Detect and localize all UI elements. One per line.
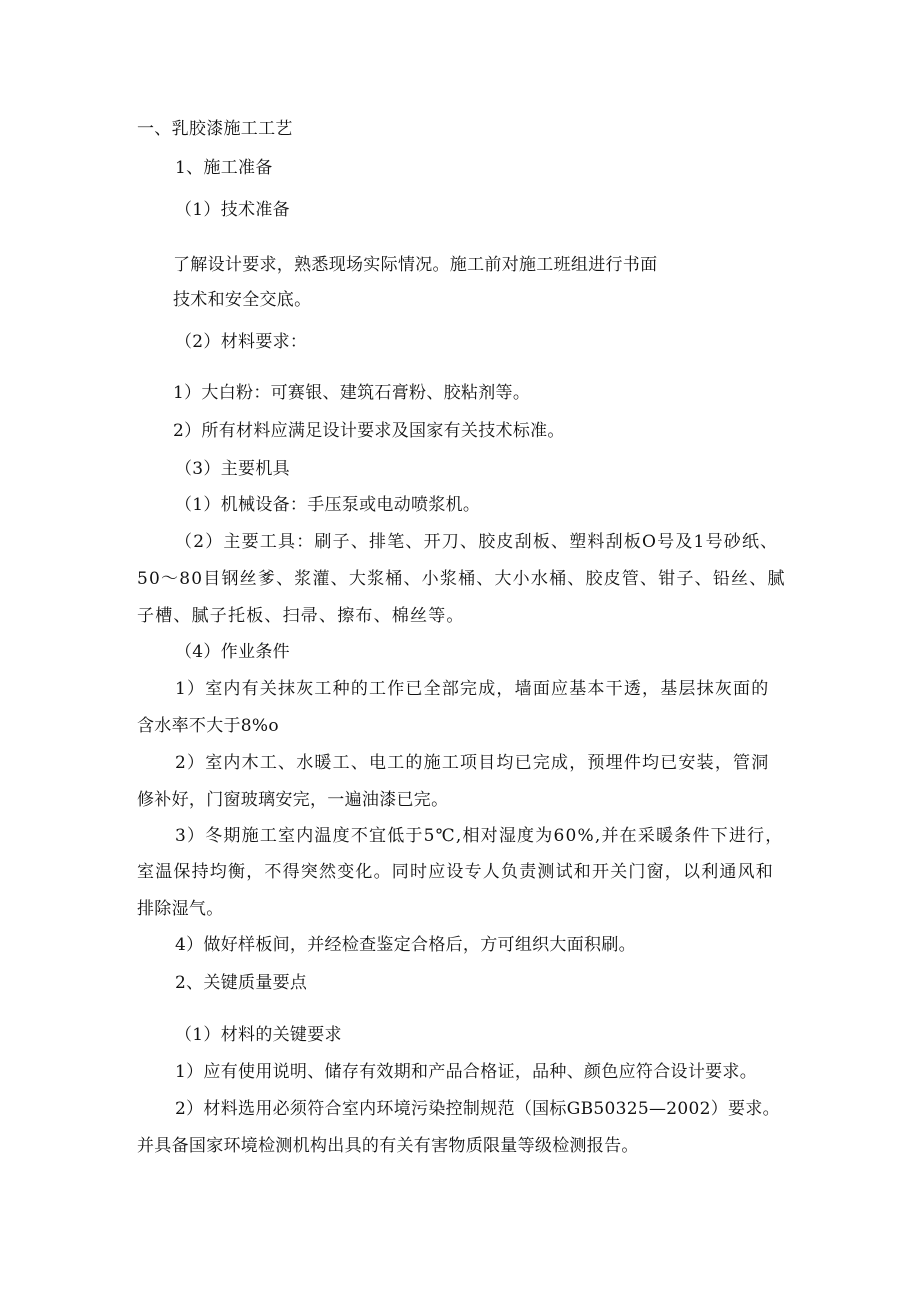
paragraph-line: 排除湿气。	[137, 899, 224, 919]
section-title: 一、乳胶漆施工工艺	[137, 119, 293, 139]
paragraph-line: 技术和安全交底。	[173, 290, 312, 310]
heading-quality-points: 2、关键质量要点	[175, 973, 308, 993]
paragraph-line: 50～80目钢丝爹、浆灌、大浆桶、小浆桶、大小水桶、胶皮管、钳子、铅丝、腻	[137, 569, 786, 589]
paragraph-line: 2）室内木工、水暖工、电工的施工项目均已完成，预埋件均已安装，管洞	[175, 753, 770, 773]
paragraph-line: 2）材料选用必须符合室内环境污染控制规范（国标GB50325—2002）要求。	[175, 1099, 780, 1119]
paragraph-line: 并具备国家环境检测机构出具的有关有害物质限量等级检测报告。	[137, 1136, 639, 1156]
heading-material-req: （2）材料要求：	[175, 332, 308, 352]
heading-tech-prep: （1）技术准备	[175, 200, 290, 220]
paragraph-line: （2）主要工具：刷子、排笔、开刀、胶皮刮板、塑料刮板O号及1号砂纸、	[175, 532, 779, 552]
paragraph-line: 了解设计要求，熟悉现场实际情况。施工前对施工班组进行书面	[173, 255, 658, 275]
paragraph-line: 室温保持均衡，不得突然变化。同时应设专人负责测试和开关门窗，以利通风和	[137, 862, 774, 882]
heading-construction-prep: 1、施工准备	[175, 158, 273, 178]
heading-material-key-req: （1）材料的关键要求	[175, 1025, 342, 1045]
paragraph-line: 3）冬期施工室内温度不宜低于5℃,相对湿度为60%,并在采暖条件下进行，	[175, 826, 784, 846]
list-item: 2）所有材料应满足设计要求及国家有关技术标准。	[173, 421, 565, 441]
heading-work-conditions: （4）作业条件	[175, 642, 290, 662]
heading-main-tools: （3）主要机具	[175, 459, 290, 479]
paragraph-line: 1）室内有关抹灰工种的工作已全部完成，墙面应基本干透，基层抹灰面的	[175, 679, 770, 699]
list-item: 4）做好样板间，并经检查鉴定合格后，方可组织大面积刷。	[175, 935, 636, 955]
paragraph-line: 含水率不大于8%o	[137, 716, 279, 736]
paragraph-line: 修补好，门窗玻璃安完，一遍油漆已完。	[137, 790, 449, 810]
list-item: 1）应有使用说明、储存有效期和产品合格证，品种、颜色应符合设计要求。	[175, 1062, 758, 1082]
list-item: （1）机械设备：手压泵或电动喷浆机。	[175, 495, 481, 515]
list-item: 1）大白粉：可赛银、建筑石膏粉、胶粘剂等。	[173, 383, 531, 403]
paragraph-line: 子槽、腻子托板、扫帚、擦布、棉丝等。	[137, 606, 465, 626]
